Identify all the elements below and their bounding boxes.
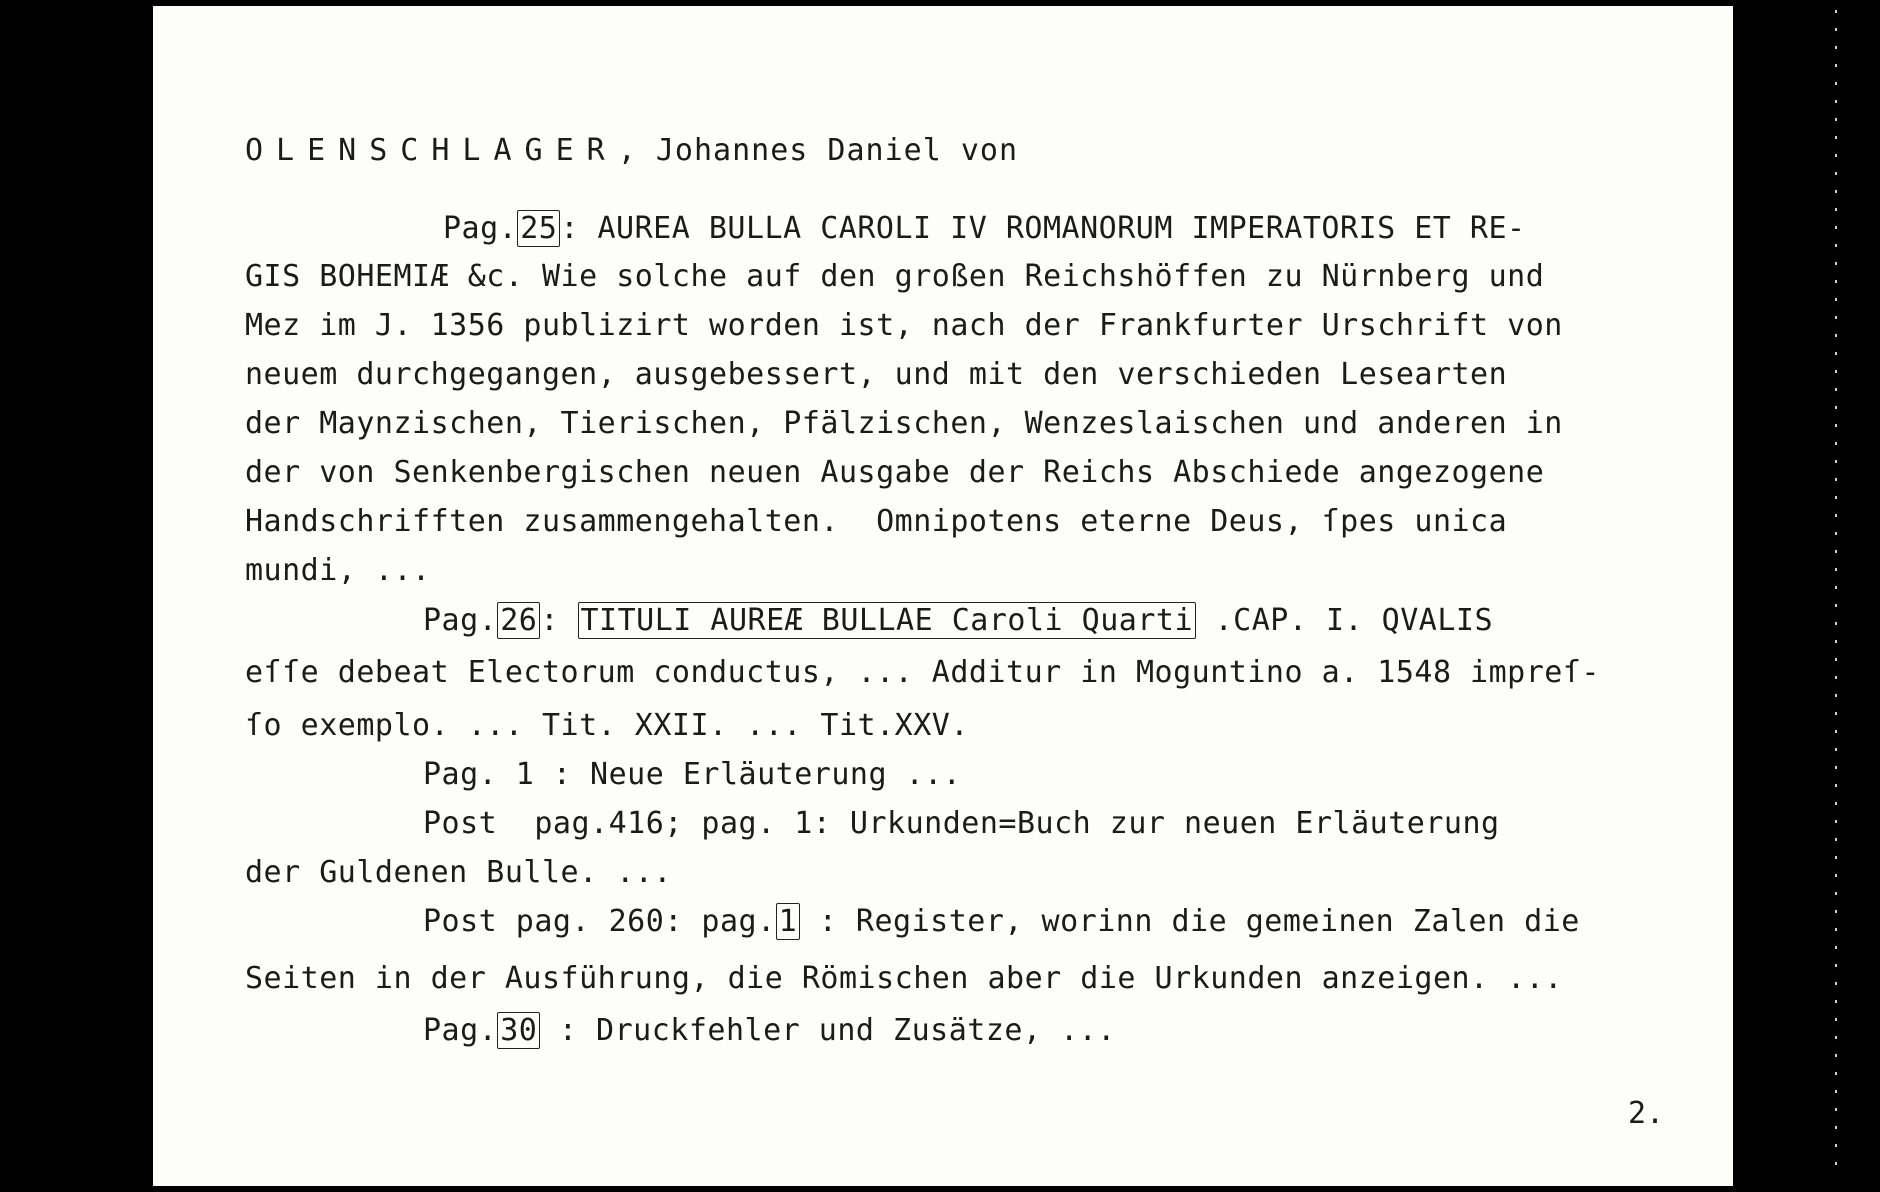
bracketed-page: 1	[776, 903, 801, 940]
entry-line-17: Pag. 30 : Druckfehler und Zusätze, ...	[423, 1013, 1116, 1048]
catalog-card	[153, 6, 1733, 1186]
entry-line-3: Mez im J. 1356 publizirt worden ist, nach der Frankfurter Urschrift von	[245, 308, 1563, 343]
bracketed-title: TITULI AUREÆ BULLAE Caroli Quarti	[578, 602, 1197, 639]
entry-line-2: GIS BOHEMIÆ &c. Wie solche auf den großen Reichshöffen zu Nürnberg und	[245, 259, 1545, 294]
card-heading	[245, 134, 1018, 168]
entry-line-9: Pag. 26 : TITULI AUREÆ BULLAE Caroli Quarti .CAP. I. QVALIS	[423, 603, 1494, 638]
entry-line-8: mundi, ...	[245, 553, 431, 588]
bracketed-page: 30	[497, 1012, 540, 1049]
bracketed-page: 26	[497, 602, 540, 639]
entry-line-11: ſo exemplo. ... Tit. XXII. ... Tit.XXV.	[245, 708, 969, 743]
author-forenames: , Johannes Daniel von	[617, 133, 1019, 168]
entry-line-5: der Maynzischen, Tierischen, Pfälzischen, Wenzeslaischen und anderen in	[245, 406, 1563, 441]
entry-line-10: eſſe debeat Electorum conductus, ... Additur in Moguntino a. 1548 impreſ-	[245, 655, 1600, 690]
scan-edge-marks	[1835, 10, 1837, 1180]
entry-line-15: Post pag. 260: pag. 1 : Register, worinn die gemeinen Zalen die	[423, 904, 1580, 939]
entry-line-13: Post pag.416; pag. 1: Urkunden=Buch zur neuen Erläuterung	[423, 806, 1500, 841]
entry-line-7: Handschrifften zusammengehalten. Omnipotens eterne Deus, ſpes unica	[245, 504, 1508, 539]
bracketed-page: 25	[517, 210, 560, 247]
entry-line-6: der von Senkenbergischen neuen Ausgabe der Reichs Abschiede angezogene	[245, 455, 1545, 490]
entry-line-1: Pag. 25 : AUREA BULLA CAROLI IV ROMANORUM IMPERATORIS ET RE-	[443, 211, 1526, 246]
author-surname: OLENSCHLAGER	[245, 133, 618, 168]
entry-line-4: neuem durchgegangen, ausgebessert, und mit den verschieden Lesearten	[245, 357, 1508, 392]
entry-line-16: Seiten in der Ausführung, die Römischen aber die Urkunden anzeigen. ...	[245, 961, 1563, 996]
entry-line-12: Pag. 1 : Neue Erläuterung ...	[423, 757, 962, 792]
page-number: 2.	[1628, 1096, 1665, 1131]
entry-line-14: der Guldenen Bulle. ...	[245, 855, 672, 890]
